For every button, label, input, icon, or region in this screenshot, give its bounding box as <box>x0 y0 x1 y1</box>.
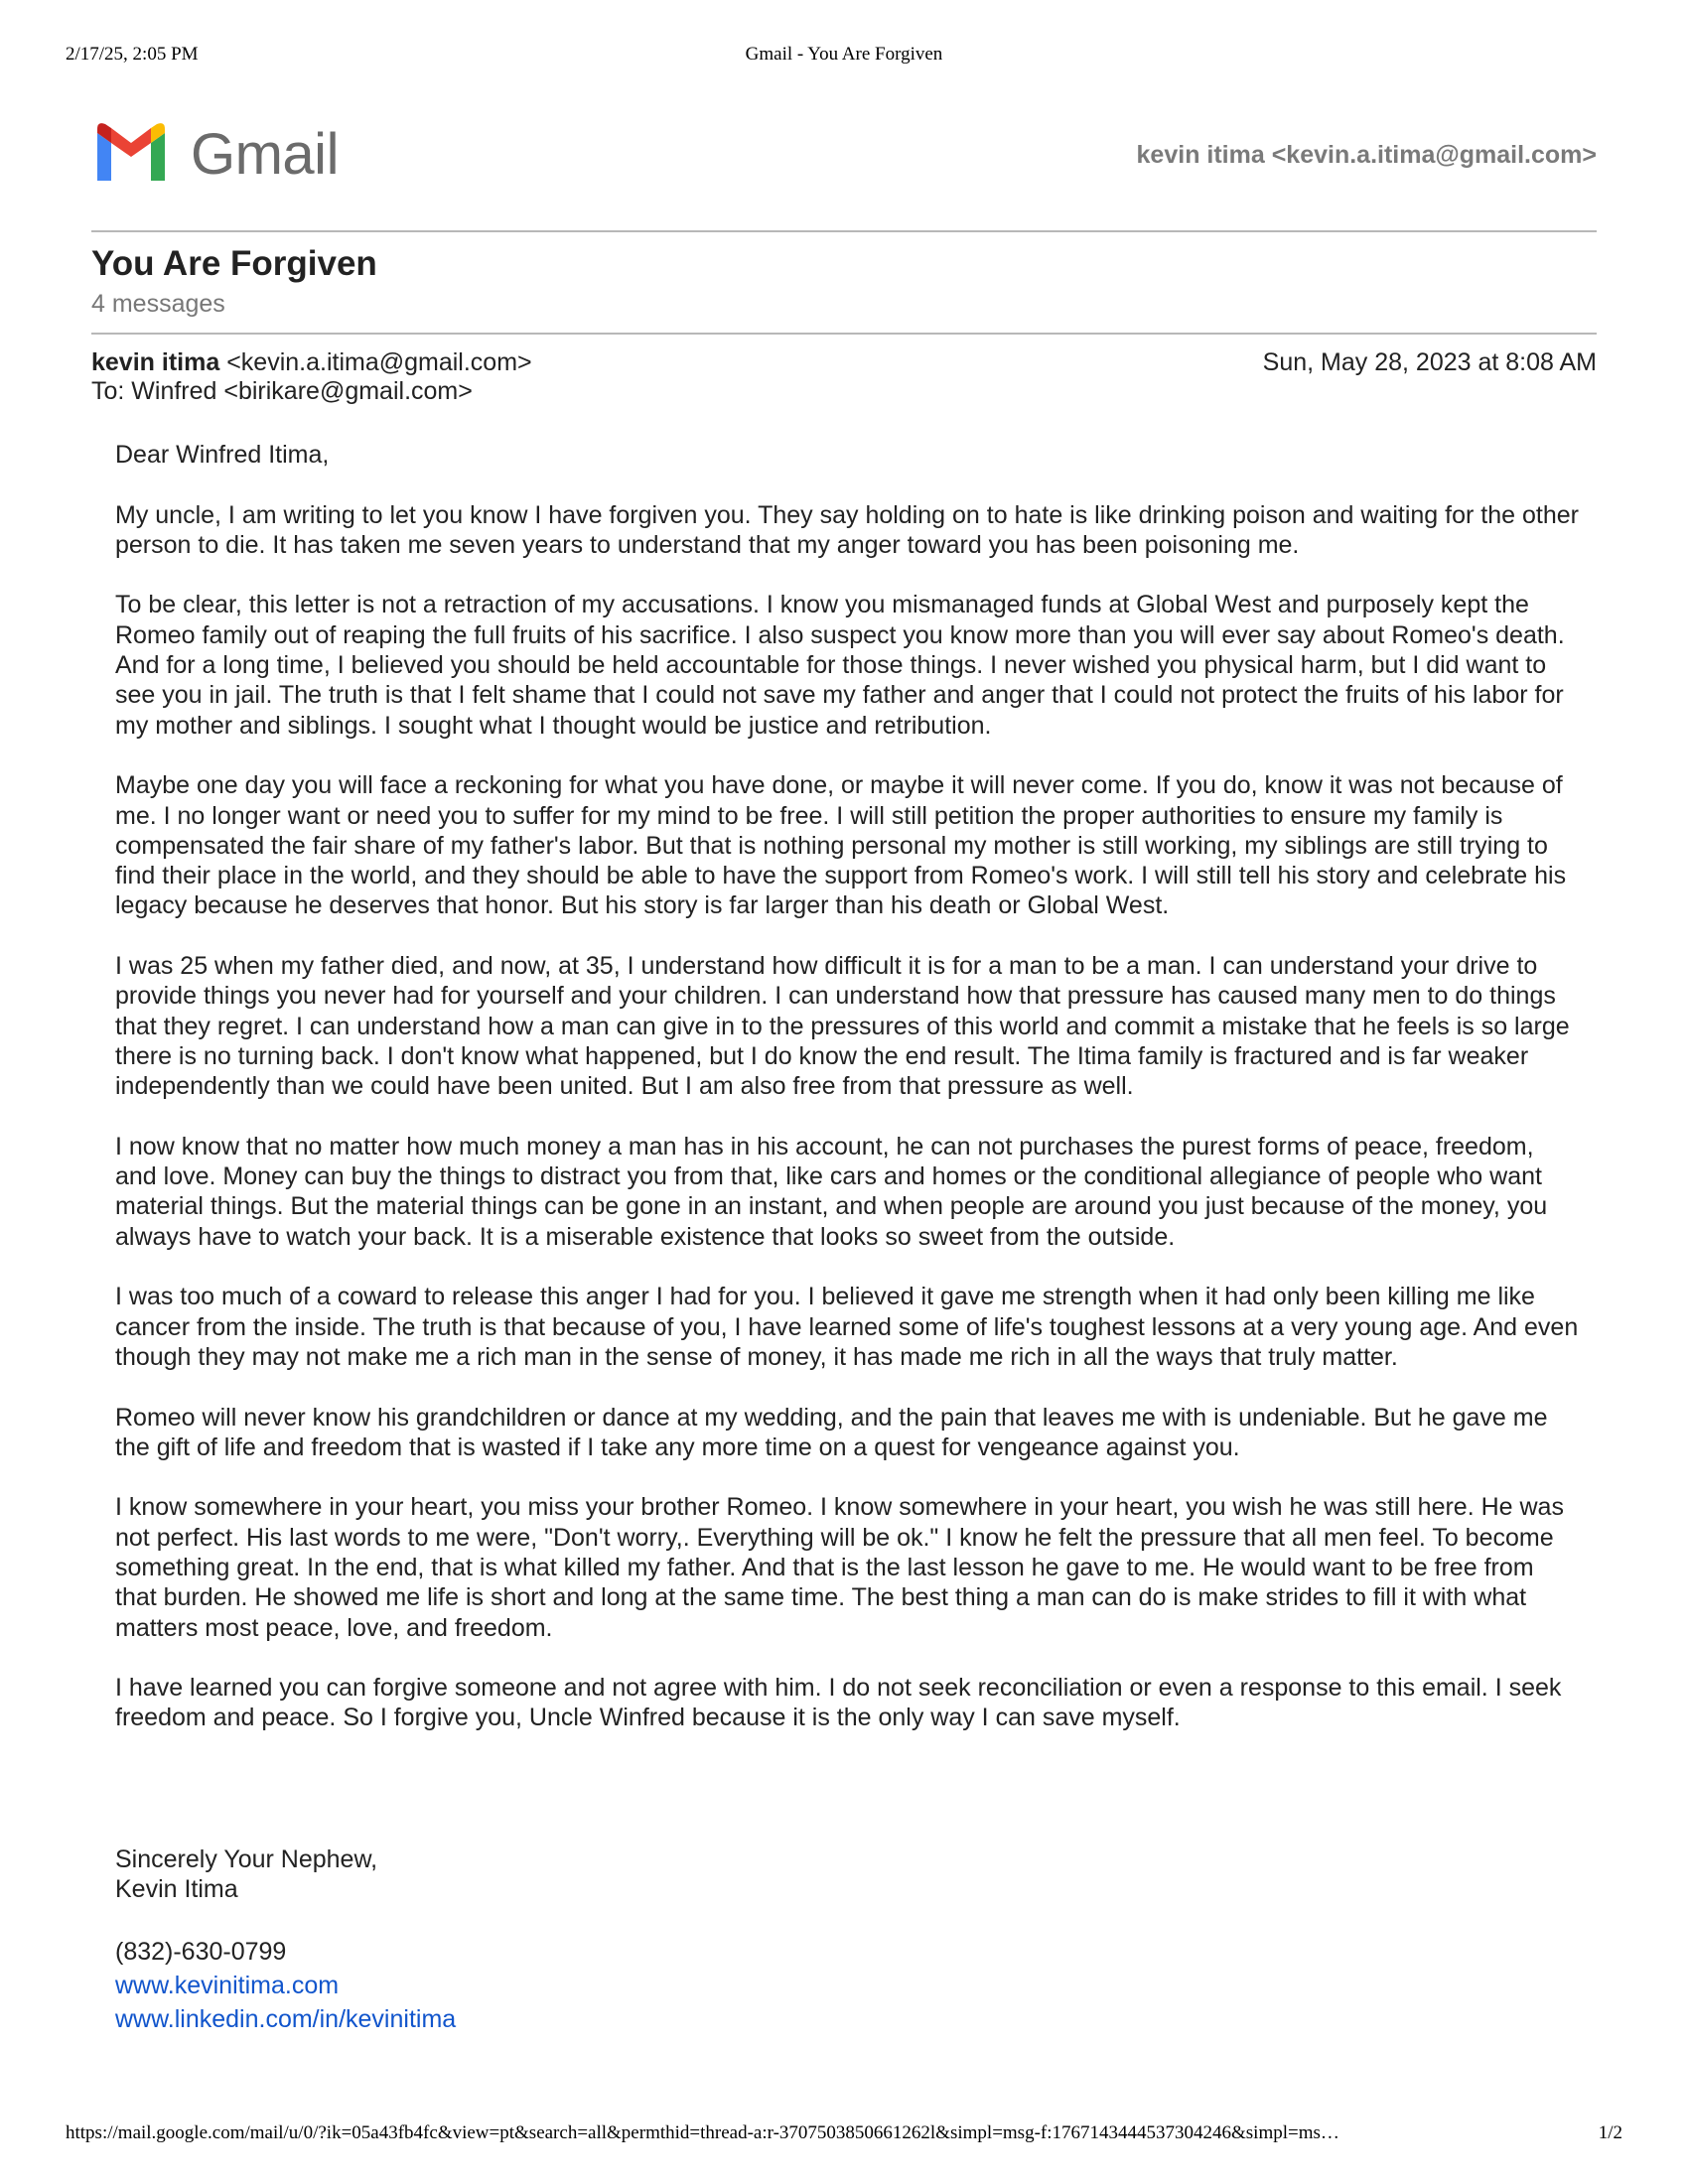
footer-url: https://mail.google.com/mail/u/0/?ik=05a43fb4fc&view=pt&search=all&permthid=thread-a:r-3707503850661262l&simpl=msg-f:1767143444537304246&simpl=ms… <box>66 2122 1339 2143</box>
body-paragraph: Maybe one day you will face a reckoning for what you have done, or maybe it will never come. If you do, know it was not because of me. I no longer want or need you to suffer for my mind to be free. I will still petition the proper authorities to ensure my family is compensated the fair share of my father's labor. But that is nothing personal my mother is still working, my siblings are still trying to find their place in the world, and they should be able to have the support from Romeo's work. I will still tell his story and celebrate his legacy because he deserves that honor. But his story is far larger than his death or Global West. <box>115 771 1567 920</box>
print-header <box>66 44 1622 68</box>
signature-name: Kevin Itima <box>115 1875 238 1904</box>
thread-divider <box>91 333 1597 335</box>
header <box>91 117 1597 187</box>
body-paragraph: My uncle, I am writing to let you know I have forgiven you. They say holding on to hate is like drinking poison and waiting for the other person to die. It has taken me seven years to understand that my anger toward you has been poisoning me. <box>115 500 1579 559</box>
gmail-m-icon <box>91 121 171 181</box>
signoff: Sincerely Your Nephew, <box>115 1845 378 1873</box>
print-title: Gmail - You Are Forgiven <box>745 44 943 65</box>
gmail-logo-text: Gmail <box>191 122 339 187</box>
sender-email: <kevin.a.itima@gmail.com> <box>226 348 532 376</box>
greeting: Dear Winfred Itima, <box>115 441 330 469</box>
message-header <box>91 347 1597 377</box>
body-paragraph: I now know that no matter how much money a man has in his account, he can not purchases the purest forms of peace, freedom, and love. Money can buy the things to distract you from that, like cars and homes or the conditional allegiance of people who want material things. But the material things can be gone in an instant, and when people are around you just because of the money, you always have to watch your back. It is a miserable existence that looks so sweet from the outside. <box>115 1132 1548 1251</box>
contact-block <box>115 1935 456 2036</box>
website-link[interactable]: www.kevinitima.com <box>115 1972 340 1999</box>
page-number: 1/2 <box>1598 2122 1622 2143</box>
body-paragraph: Romeo will never know his grandchildren or dance at my wedding, and the pain that leaves me with is undeniable. But he gave me the gift of life and freedom that is wasted if I take any more time on a quest for vengeance against you. <box>115 1403 1548 1461</box>
body-paragraph: I know somewhere in your heart, you miss your brother Romeo. I know somewhere in your heart, you wish he was still here. He was not perfect. His last words to me were, "Don't worry,. Everything will be ok." I know he felt the pressure that all men feel. To become something great. In the end, that is what killed my father. And that is the last lesson he gave to me. He would want to be free from that burden. He showed me life is short and long at the same time. The best thing a man can do is make strides to fill it with what matters most peace, love, and freedom. <box>115 1493 1564 1642</box>
account-label: kevin itima <kevin.a.itima@gmail.com> <box>1136 141 1597 169</box>
sender-name: kevin itima <box>91 348 220 376</box>
message-body <box>115 440 1579 1763</box>
print-date: 2/17/25, 2:05 PM <box>66 44 199 65</box>
signature <box>115 1844 377 1905</box>
message-count: 4 messages <box>91 290 225 318</box>
body-paragraph: I was too much of a coward to release this anger I had for you. I believed it gave me strength when it had only been killing me like cancer from the inside. The truth is that because of you, I have learned some of life's toughest lessons at a very young age. And even though they may not make me a rich man in the sense of money, it has made me rich in all the ways that truly matter. <box>115 1283 1579 1371</box>
body-paragraph: I have learned you can forgive someone and not agree with him. I do not seek reconciliation or even a response to this email. I seek freedom and peace. So I forgive you, Uncle Winfred because it is the only way I can save myself. <box>115 1674 1562 1732</box>
message-date: Sun, May 28, 2023 at 8:08 AM <box>1262 348 1597 376</box>
phone-number: (832)-630-0799 <box>115 1938 287 1966</box>
header-divider <box>91 230 1597 232</box>
recipient: To: Winfred <birikare@gmail.com> <box>91 377 473 405</box>
print-footer <box>66 2122 1622 2146</box>
thread-subject: You Are Forgiven <box>91 244 377 283</box>
body-paragraph: To be clear, this letter is not a retraction of my accusations. I know you mismanaged funds at Global West and purposely kept the Romeo family out of reaping the full fruits of his sacrifice. I also suspect you know more than you will ever say about Romeo's death. And for a long time, I believed you should be held accountable for those things. I never wished you physical harm, but I did want to see you in jail. The truth is that I felt shame that I could not save my father and anger that I could not protect the fruits of his labor for my mother and siblings. I sought what I thought would be justice and retribution. <box>115 591 1565 740</box>
linkedin-link[interactable]: www.linkedin.com/in/kevinitima <box>115 2005 457 2033</box>
body-paragraph: I was 25 when my father died, and now, at 35, I understand how difficult it is for a man to be a man. I can understand your drive to provide things you never had for yourself and your children. I can understand how that pressure has caused many men to do things that they regret. I can understand how a man can give in to the pressures of this world and commit a mistake that he feels is so large there is no turning back. I don't know what happened, but I do know the end result. The Itima family is fractured and is far weaker independently than we could have been united. But I am also free from that pressure as well. <box>115 952 1570 1101</box>
